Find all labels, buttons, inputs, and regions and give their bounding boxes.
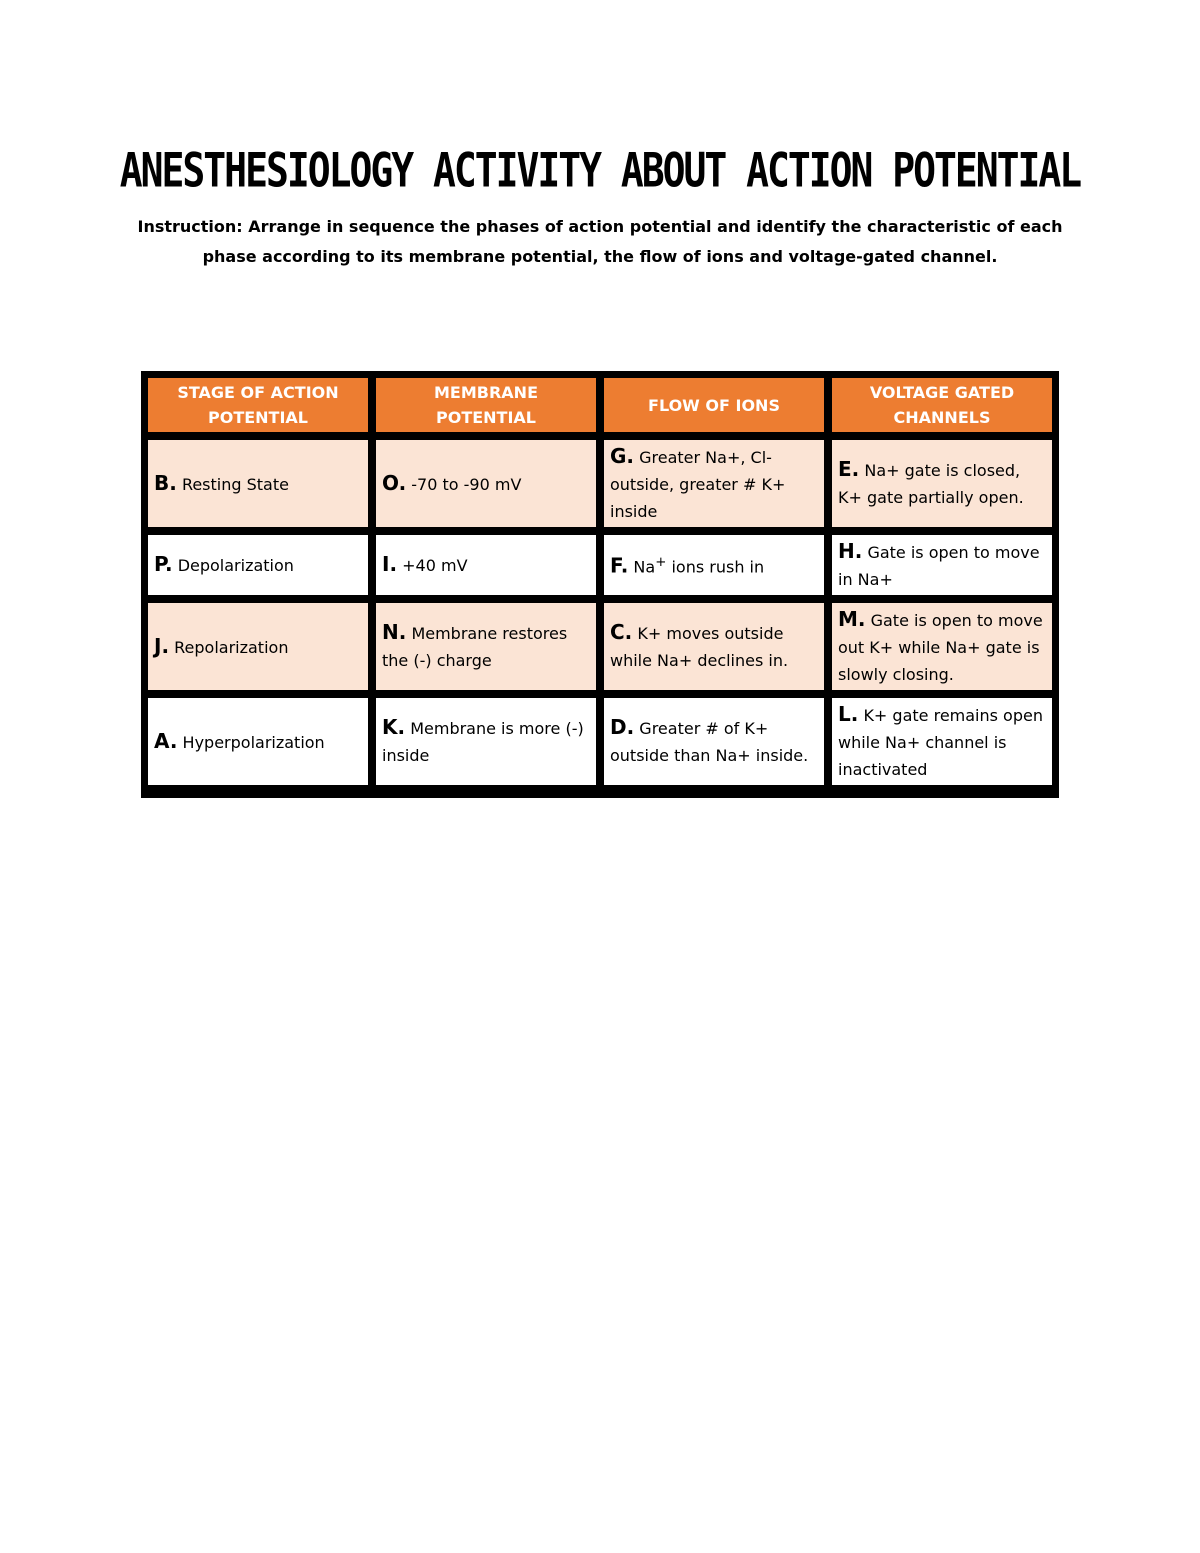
cell-text: Resting State: [181, 474, 289, 494]
cell-gates: [832, 440, 1052, 527]
table-row: [148, 603, 1052, 690]
cell-letter: D.: [610, 715, 635, 739]
cell-letter: J.: [154, 633, 170, 658]
header-stage: STAGE OF ACTION POTENTIAL: [148, 378, 368, 432]
cell-ions: [604, 698, 824, 785]
cell-gates: [832, 535, 1052, 595]
cell-text: Greater Na+, Cl- outside, greater # K+ inside: [610, 447, 786, 521]
cell-letter: C.: [610, 620, 633, 644]
action-potential-table: [141, 371, 1059, 798]
cell-letter: L.: [838, 701, 859, 726]
cell-membrane: [376, 698, 596, 785]
cell-text: Repolarization: [174, 637, 289, 657]
cell-letter: K.: [382, 715, 406, 739]
cell-ions: [604, 603, 824, 690]
phase-table: [140, 370, 1060, 793]
cell-letter: M.: [838, 606, 866, 631]
cell-letter: A.: [154, 728, 178, 753]
cell-stage: [148, 440, 368, 527]
cell-letter: F.: [610, 553, 629, 578]
cell-gates: [832, 603, 1052, 690]
table-row: [148, 535, 1052, 595]
cell-superscript: +: [655, 555, 667, 571]
cell-text: Membrane is more (-) inside: [382, 719, 584, 765]
cell-letter: I.: [382, 552, 398, 576]
cell-membrane: [376, 535, 596, 595]
cell-letter: G.: [610, 443, 635, 468]
cell-text: Depolarization: [177, 556, 294, 575]
cell-text: Na: [633, 557, 656, 577]
header-ions: FLOW OF IONS: [604, 378, 824, 432]
cell-letter: N.: [382, 620, 407, 644]
header-membrane: MEMBRANE POTENTIAL: [376, 378, 596, 432]
cell-membrane: [376, 603, 596, 690]
cell-text: Gate is open to move out K+ while Na+ gate is slowly closing.: [838, 610, 1043, 684]
cell-letter: E.: [838, 457, 860, 481]
cell-text: K+ moves outside while Na+ declines in.: [610, 624, 789, 670]
cell-text: Hyperpolarization: [182, 732, 325, 752]
page-title: ANESTHESIOLOGY ACTIVITY ABOUT ACTION POTENTIAL: [119, 142, 1081, 198]
header-row: [148, 378, 1052, 432]
cell-membrane: [376, 440, 596, 527]
cell-stage: [148, 603, 368, 690]
cell-gates: [832, 698, 1052, 785]
header-gates: VOLTAGE GATED CHANNELS: [832, 378, 1052, 432]
cell-stage: [148, 535, 368, 595]
cell-ions: [604, 440, 824, 527]
instruction-text: Instruction: Arrange in sequence the phases of action potential and identify the characteristic of each phase according to its membrane potential, the flow of ions and voltage-gated channel.: [137, 217, 1063, 266]
cell-letter: O.: [382, 470, 407, 495]
table-row: [148, 440, 1052, 527]
cell-text-rest: ions rush in: [666, 557, 765, 577]
cell-text: -70 to -90 mV: [411, 474, 522, 494]
cell-text: Na+ gate is closed, K+ gate partially open.: [838, 461, 1024, 507]
cell-text: Greater # of K+ outside than Na+ inside.: [610, 719, 809, 765]
cell-text: Gate is open to move in Na+: [838, 542, 1040, 589]
table-row: [148, 698, 1052, 785]
cell-letter: H.: [838, 538, 863, 563]
cell-stage: [148, 698, 368, 785]
cell-text: K+ gate remains open while Na+ channel is inactivated: [838, 705, 1043, 779]
cell-text: +40 mV: [402, 556, 468, 575]
cell-letter: B.: [154, 470, 177, 495]
cell-letter: P.: [154, 552, 173, 576]
cell-ions: [604, 535, 824, 595]
cell-text: Membrane restores the (-) charge: [382, 624, 568, 670]
